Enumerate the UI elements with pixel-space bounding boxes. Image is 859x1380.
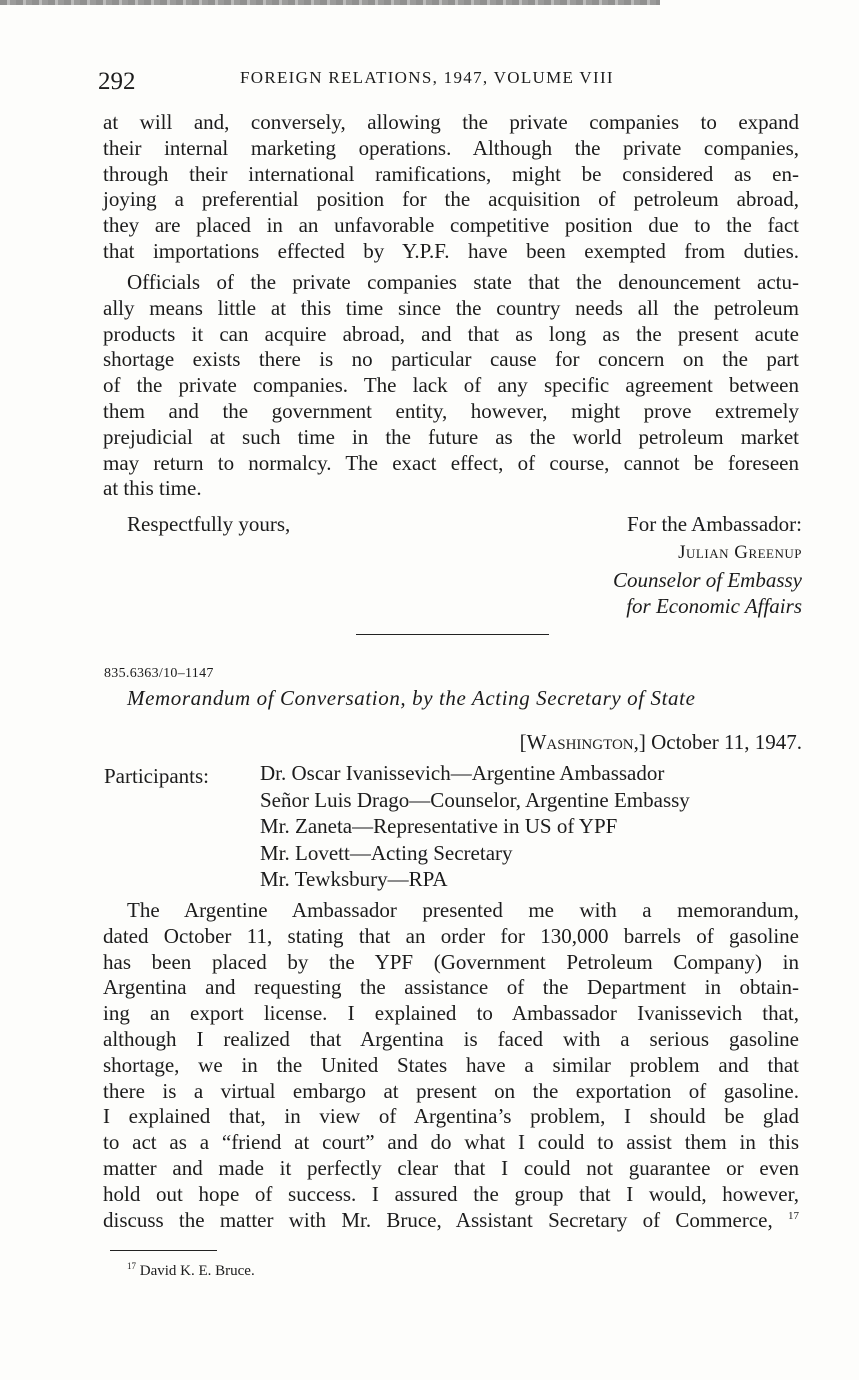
date: October 11, 1947.	[651, 730, 802, 754]
document-title: Memorandum of Conversation, by the Acting Secretary of State	[127, 686, 696, 710]
paragraph-continuation	[103, 110, 799, 265]
participant: Mr. Tewksbury—RPA	[260, 867, 448, 891]
page-number: 292	[98, 68, 136, 95]
dateline: [Washington,] October 11, 1947.	[519, 730, 802, 754]
participant: Señor Luis Drago—Counselor, Argentine Embassy	[260, 787, 690, 812]
participant: Mr. Lovett—Acting Secretary	[260, 840, 513, 865]
scan-top-edge	[0, 0, 660, 5]
text-line: matter and made it perfectly clear that I could not guarantee or even	[103, 1155, 799, 1180]
for-the-ambassador: For the Ambassador:	[627, 512, 802, 536]
footnote-marker: 17	[127, 1261, 136, 1271]
text-line: hold out hope of success. I assured the group that I would, however,	[103, 1181, 799, 1206]
place: Washington,	[526, 730, 639, 754]
text-line: that importations effected by Y.P.F. have been exempted from duties.	[103, 238, 799, 263]
text-line: ing an export license. I explained to Ambassador Ivanissevich that,	[103, 1001, 799, 1026]
signer-title: Counselor of Embassy	[613, 568, 802, 592]
footnote-text: David K. E. Bruce.	[139, 1263, 255, 1279]
text-line-content: discuss the matter with Mr. Bruce, Assistant Secretary of Commerce,	[103, 1207, 773, 1232]
text-line: joying a preferential position for the acquisition of petroleum abroad,	[103, 187, 799, 212]
text-line: them and the government entity, however, might prove extremely	[103, 398, 799, 423]
running-title: FOREIGN RELATIONS, 1947, VOLUME VIII	[240, 68, 614, 87]
footnote-divider	[110, 1250, 217, 1251]
text-line: I explained that, in view of Argentina’s problem, I should be glad	[103, 1104, 799, 1129]
footnote	[127, 1263, 255, 1280]
text-line: products it can acquire abroad, and that as long as the present acute	[103, 321, 799, 346]
text-line: prejudicial at such time in the future as the world petroleum market	[103, 424, 799, 449]
text-line: although I realized that Argentina is faced with a serious gasoline	[103, 1026, 799, 1051]
text-line: Argentina and requesting the assistance of the Department in obtain-	[103, 975, 799, 1000]
paragraph-memorandum	[103, 898, 799, 1233]
text-line: shortage, we in the United States have a similar problem and that	[103, 1052, 799, 1077]
text-line: at will and, conversely, allowing the private companies to expand	[103, 110, 799, 134]
salutation: Respectfully yours,	[127, 512, 291, 536]
participants-list	[260, 760, 690, 893]
file-number: 835.6363/10–1147	[104, 666, 214, 681]
text-line: of the private companies. The lack of any specific agreement between	[103, 373, 799, 398]
footnote-ref: 17	[788, 1209, 799, 1222]
signer-title-2: for Economic Affairs	[626, 594, 802, 618]
text-line	[103, 1208, 799, 1234]
section-divider	[356, 634, 549, 635]
text-line: through their international ramifications, might be considered as en-	[103, 161, 799, 186]
participant: Mr. Zaneta—Representative in US of YPF	[260, 814, 618, 838]
text-line: their internal marketing operations. Although the private companies,	[103, 135, 799, 160]
text-line: ally means little at this time since the country needs all the petroleum	[103, 295, 799, 320]
text-line: The Argentine Ambassador presented me with a memorandum,	[127, 898, 799, 922]
text-line: Officials of the private companies state that the denouncement actu-	[127, 270, 799, 294]
signer-name: Julian Greenup	[678, 542, 802, 563]
text-line: there is a virtual embargo at present on the exportation of gasoline.	[103, 1078, 799, 1103]
text-line: shortage exists there is no particular cause for concern on the part	[103, 347, 799, 372]
participants-label: Participants:	[104, 764, 209, 788]
text-line: has been placed by the YPF (Government Petroleum Company) in	[103, 949, 799, 974]
text-line: dated October 11, stating that an order for 130,000 barrels of gasoline	[103, 923, 799, 948]
text-line: may return to normalcy. The exact effect, of course, cannot be foreseen	[103, 450, 799, 475]
text-line: they are placed in an unfavorable competitive position due to the fact	[103, 213, 799, 238]
text-line: to act as a “friend at court” and do what I could to assist them in this	[103, 1130, 799, 1155]
participant: Dr. Oscar Ivanissevich—Argentine Ambassador	[260, 761, 665, 785]
text-line: at this time.	[103, 476, 202, 501]
paragraph-officials	[103, 270, 799, 502]
